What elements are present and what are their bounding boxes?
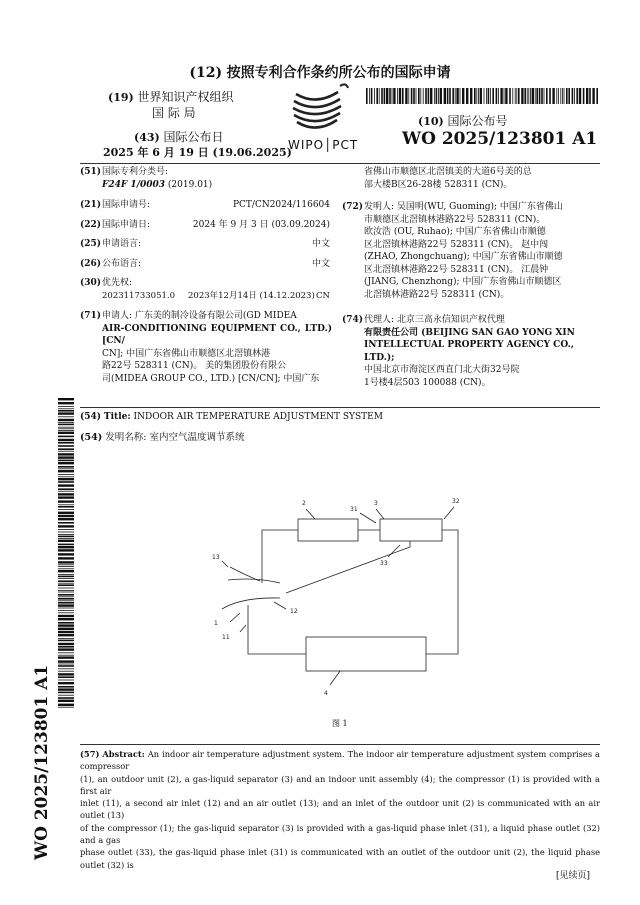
- barcode-bar: [58, 610, 74, 611]
- barcode-bar: [58, 430, 74, 431]
- applicant-line: 司(MIDEA GROUP CO., LTD.) [CN/CN]; 中国广东: [102, 373, 320, 384]
- barcode-bar: [434, 88, 435, 104]
- app-no-label: 国际申请号:: [102, 200, 151, 210]
- barcode-bar: [58, 624, 74, 626]
- title-zh: (54) 发明名称: 室内空气温度调节系统: [80, 432, 245, 443]
- barcode-bar: [549, 88, 551, 104]
- barcode-bar: [58, 453, 74, 455]
- field-code-25: (25): [80, 239, 102, 249]
- app-no-value: PCT/CN2024/116604: [232, 200, 330, 210]
- inventor-line: 市顺德区北滘镇林港路22号 528311 (CN)。: [364, 214, 546, 225]
- barcode-bar: [544, 88, 545, 104]
- applicant-block: [102, 310, 332, 385]
- barcode-bar: [58, 574, 74, 575]
- barcode-bar: [58, 462, 74, 464]
- applicant-line: 申请人: 广东美的制冷设备有限公司(GD MIDEA: [102, 311, 297, 321]
- barcode-bar: [58, 566, 74, 567]
- barcode-bar: [512, 88, 513, 104]
- barcode-bar: [58, 428, 74, 429]
- barcode-bar: [58, 470, 74, 472]
- barcode-bar: [58, 504, 74, 505]
- barcode-bar: [397, 88, 398, 104]
- pub-date: 2025 年 6 月 19 日 (19.06.2025): [103, 146, 292, 159]
- label-4: 4: [324, 690, 328, 697]
- barcode-bar: [58, 615, 74, 617]
- barcode-bar: [444, 88, 446, 104]
- barcode-bar: [546, 88, 548, 104]
- barcode-bar: [58, 525, 74, 527]
- abstract-line: phase outlet (33), the gas-liquid phase inlet (31) is communicated with an outlet of the outdoor unit (2), the liquid phase outlet (32) is: [80, 847, 600, 870]
- barcode-bar: [58, 540, 74, 542]
- field-code-26: (26): [80, 259, 102, 269]
- barcode-bar: [58, 700, 74, 702]
- barcode-bar: [58, 529, 74, 530]
- priority-date: 2023年12月14日 (14.12.2023): [188, 291, 315, 301]
- barcode-bar: [411, 88, 413, 104]
- barcode-bar: [556, 88, 557, 104]
- barcode-bar: [470, 88, 472, 104]
- barcode-bar: [58, 570, 74, 572]
- barcode-bar: [566, 88, 568, 104]
- applicant-line: 路22号 528311 (CN)。 美的集团股份有限公: [102, 361, 287, 371]
- barcode-bar: [402, 88, 404, 104]
- side-pub-number: WO 2025/123801 A1: [32, 664, 52, 860]
- barcode-bar: [58, 707, 74, 708]
- barcode-bar: [58, 419, 74, 421]
- barcode-bar: [58, 594, 74, 596]
- barcode-bar: [58, 600, 74, 601]
- barcode-bar: [496, 88, 498, 104]
- barcode-bar: [436, 88, 438, 104]
- barcode-bar: [564, 88, 565, 104]
- barcode-bar: [58, 474, 74, 475]
- barcode-bar: [58, 460, 74, 462]
- barcode-bar: [418, 88, 420, 104]
- barcode-bar: [58, 557, 74, 559]
- barcode-bar: [58, 515, 74, 517]
- top-barcode: [366, 88, 598, 104]
- barcode-bar: [58, 697, 74, 699]
- barcode-bar: [58, 544, 74, 546]
- barcode-bar: [58, 686, 74, 688]
- barcode-bar: [58, 448, 74, 450]
- barcode-bar: [58, 481, 74, 483]
- barcode-bar: [579, 88, 581, 104]
- barcode-bar: [58, 476, 74, 477]
- ipc-value: F24F 1/0003 (2019.01): [102, 180, 213, 190]
- barcode-bar: [381, 88, 383, 104]
- pub-lang-label: 公布语言:: [102, 259, 142, 269]
- priority-number: 202311733051.0: [102, 291, 176, 301]
- inventor-line: (ZHAO, Zhongchuang); 中国广东省佛山市顺德: [364, 252, 563, 262]
- barcode-bar: [440, 88, 442, 104]
- abstract-block: [80, 748, 600, 871]
- barcode-bar: [58, 538, 74, 539]
- barcode-bar: [58, 436, 74, 438]
- barcode-bar: [58, 466, 74, 468]
- barcode-bar: [509, 88, 511, 104]
- barcode-bar: [58, 608, 74, 609]
- barcode-bar: [58, 590, 74, 591]
- barcode-bar: [58, 410, 74, 412]
- barcode-bar: [455, 88, 456, 104]
- label-2: 2: [302, 500, 306, 507]
- barcode-bar: [460, 88, 461, 104]
- barcode-bar: [58, 408, 74, 409]
- barcode-bar: [576, 88, 578, 104]
- barcode-bar: [58, 549, 74, 551]
- outdoor-unit-box: [298, 519, 358, 541]
- barcode-bar: [447, 88, 449, 104]
- barcode-bar: [58, 648, 74, 650]
- title-divider: [80, 407, 600, 408]
- agent-block: [364, 314, 600, 389]
- barcode-bar: [58, 596, 74, 597]
- document-type: (12) 按照专利合作条约所公布的国际申请: [189, 65, 451, 81]
- barcode-bar: [58, 561, 74, 563]
- barcode-bar: [58, 602, 74, 604]
- ipc-label: 国际专利分类号:: [102, 167, 169, 177]
- barcode-bar: [500, 88, 502, 104]
- barcode-bar: [58, 692, 74, 694]
- figure-1-diagram: [200, 485, 490, 735]
- label-12: 12: [290, 608, 298, 615]
- label-32: 32: [452, 498, 460, 505]
- inventors-block: [364, 201, 600, 301]
- label-13: 13: [212, 554, 220, 561]
- barcode-bar: [58, 688, 74, 690]
- barcode-bar: [58, 568, 74, 569]
- barcode-bar: [484, 88, 485, 104]
- barcode-bar: [58, 432, 74, 434]
- barcode-bar: [486, 88, 487, 104]
- barcode-bar: [408, 88, 409, 104]
- barcode-bar: [430, 88, 432, 104]
- label-3: 3: [374, 500, 378, 507]
- barcode-bar: [386, 88, 388, 104]
- barcode-bar: [58, 553, 74, 555]
- barcode-bar: [58, 522, 74, 524]
- wipo-pct-wordmark: WIPO│PCT: [288, 138, 359, 152]
- office-name: (19) 世界知识产权组织: [108, 90, 234, 104]
- barcode-bar: [480, 88, 482, 104]
- figure-caption: 图 1: [332, 719, 348, 728]
- barcode-bar: [405, 88, 407, 104]
- barcode-bar: [58, 536, 74, 538]
- inventor-line: 区北滘镇林港路22号 528311 (CN)。 赵中闯: [364, 239, 549, 250]
- barcode-bar: [449, 88, 451, 104]
- barcode-bar: [58, 628, 74, 630]
- field-code-51: (51): [80, 167, 102, 177]
- barcode-bar: [462, 88, 464, 104]
- barcode-bar: [58, 546, 74, 548]
- barcode-bar: [596, 88, 598, 104]
- barcode-bar: [423, 88, 424, 104]
- barcode-bar: [478, 88, 479, 104]
- barcode-bar: [58, 592, 74, 593]
- barcode-bar: [58, 695, 74, 696]
- barcode-bar: [58, 643, 74, 645]
- abstract-line: of the compressor (1); the gas-liquid separator (3) is provided with a gas-liquid phase inlet (31), a liquid phase outlet (32) and a gas: [80, 822, 600, 846]
- barcode-bar: [58, 491, 74, 492]
- barcode-bar: [438, 88, 439, 104]
- barcode-bar: [532, 88, 534, 104]
- inventor-line: (JIANG, Chenzhong); 中国广东省佛山市顺德区: [364, 277, 562, 287]
- barcode-bar: [376, 88, 378, 104]
- barcode-bar: [384, 88, 386, 104]
- barcode-bar: [58, 445, 74, 447]
- barcode-bar: [58, 584, 74, 586]
- barcode-bar: [58, 668, 74, 669]
- filing-lang-value: 中文: [311, 239, 330, 249]
- barcode-bar: [58, 660, 74, 662]
- barcode-bar: [58, 631, 74, 633]
- barcode-bar: [521, 88, 523, 104]
- inventor-line: 欧汝浩 (OU, Ruhao); 中国广东省佛山市顺德: [364, 227, 546, 237]
- barcode-bar: [58, 664, 74, 665]
- barcode-bar: [58, 680, 74, 681]
- barcode-bar: [583, 88, 585, 104]
- barcode-bar: [58, 618, 74, 620]
- barcode-bar: [399, 88, 401, 104]
- office-subname: 国 际 局: [152, 106, 196, 120]
- barcode-bar: [58, 500, 74, 502]
- priority-label: 优先权:: [102, 278, 133, 288]
- agent-line: 代理人: 北京三高永信知识产权代理: [364, 315, 505, 325]
- continued-note: [见续页]: [556, 871, 591, 881]
- field-code-71: (71): [80, 311, 102, 321]
- barcode-bar: [488, 88, 490, 104]
- barcode-bar: [474, 88, 476, 104]
- barcode-bar: [592, 88, 594, 104]
- barcode-bar: [58, 518, 74, 520]
- barcode-bar: [58, 402, 74, 404]
- barcode-bar: [58, 488, 74, 490]
- barcode-bar: [527, 88, 528, 104]
- barcode-bar: [552, 88, 554, 104]
- barcode-bar: [58, 576, 74, 578]
- barcode-bar: [58, 622, 74, 624]
- barcode-bar: [58, 496, 74, 498]
- agent-line: INTELLECTUAL PROPERTY AGENCY CO., LTD.);: [364, 340, 574, 363]
- side-barcode: [58, 398, 74, 708]
- barcode-bar: [58, 704, 74, 706]
- barcode-bar: [58, 398, 74, 400]
- field-code-30: (30): [80, 278, 102, 288]
- barcode-bar: [58, 512, 74, 514]
- barcode-bar: [58, 604, 74, 606]
- inventor-line: 区北滘镇林港路22号 528311 (CN)。 江晨钟: [364, 264, 549, 275]
- barcode-bar: [58, 534, 74, 535]
- barcode-bar: [58, 451, 74, 452]
- field-code-21: (21): [80, 200, 102, 210]
- filing-date-label: 国际申请日:: [102, 220, 151, 230]
- barcode-bar: [539, 88, 541, 104]
- barcode-bar: [586, 88, 588, 104]
- barcode-bar: [366, 88, 368, 104]
- barcode-bar: [518, 88, 520, 104]
- barcode-bar: [389, 88, 391, 104]
- barcode-bar: [58, 442, 74, 444]
- pub-no-label: (10) 国际公布号: [418, 114, 508, 128]
- barcode-bar: [58, 439, 74, 441]
- barcode-bar: [528, 88, 529, 104]
- abstract-line: (57) Abstract: An indoor air temperature adjustment system. The indoor air temperature adjustment system comprises a compressor: [80, 749, 600, 772]
- barcode-bar: [393, 88, 395, 104]
- barcode-bar: [416, 88, 417, 104]
- barcode-bar: [58, 484, 74, 486]
- barcode-bar: [58, 564, 74, 565]
- inventor-line: 发明人: 吴国明(WU, Guoming); 中国广东省佛山: [364, 202, 563, 212]
- field-code-72: (72): [342, 202, 364, 212]
- barcode-bar: [58, 588, 74, 589]
- barcode-bar: [58, 506, 74, 508]
- barcode-bar: [58, 671, 74, 672]
- label-11: 11: [222, 634, 230, 641]
- barcode-bar: [466, 88, 468, 104]
- field-code-74: (74): [342, 315, 364, 325]
- barcode-bar: [456, 88, 458, 104]
- abstract-line: (1), an outdoor unit (2), a gas-liquid separator (3) and an indoor unit assembly (4); the compressor (1) is provided with a first air: [80, 773, 600, 796]
- barcode-bar: [572, 88, 574, 104]
- barcode-bar: [58, 509, 74, 510]
- filing-lang-label: 申请语言:: [102, 239, 142, 249]
- barcode-bar: [505, 88, 507, 104]
- barcode-bar: [58, 665, 74, 667]
- barcode-bar: [371, 88, 373, 104]
- applicant-line: AIR-CONDITIONING EQUIPMENT CO., LTD.) [CN/: [102, 323, 332, 346]
- barcode-bar: [498, 88, 499, 104]
- abstract-divider: [80, 744, 600, 745]
- header-divider: [80, 163, 600, 164]
- barcode-bar: [58, 638, 74, 639]
- barcode-bar: [524, 88, 526, 104]
- barcode-bar: [58, 655, 74, 656]
- barcode-bar: [58, 493, 74, 495]
- barcode-bar: [58, 646, 74, 648]
- barcode-bar: [58, 682, 74, 684]
- barcode-bar: [58, 612, 74, 613]
- barcode-bar: [58, 422, 74, 423]
- barcode-bar: [492, 88, 494, 104]
- barcode-bar: [515, 88, 516, 104]
- barcode-bar: [428, 88, 430, 104]
- label-31: 31: [350, 506, 358, 513]
- filing-date-value: 2024 年 9 月 3 日 (03.09.2024): [192, 220, 330, 230]
- barcode-bar: [58, 598, 74, 600]
- barcode-bar: [58, 456, 74, 458]
- priority-country: CN: [316, 291, 330, 301]
- applicant-cont-line: 部大楼B区26-28楼 528311 (CN)。: [364, 179, 513, 190]
- barcode-bar: [58, 583, 74, 584]
- barcode-bar: [589, 88, 591, 104]
- barcode-bar: [535, 88, 536, 104]
- agent-line: 1号楼4层503 100088 (CN)。: [364, 377, 491, 388]
- barcode-bar: [562, 88, 563, 104]
- barcode-bar: [490, 88, 491, 104]
- pub-lang-value: 中文: [311, 259, 330, 269]
- barcode-bar: [58, 416, 74, 417]
- barcode-bar: [413, 88, 415, 104]
- barcode-bar: [530, 88, 531, 104]
- agent-line: 中国北京市海淀区西直门北大街32号院: [364, 365, 520, 375]
- barcode-bar: [58, 424, 74, 426]
- applicant-cont-line: 省佛山市顺德区北滘镇美的大道6号美的总: [364, 167, 532, 177]
- barcode-bar: [541, 88, 543, 104]
- barcode-bar: [58, 578, 74, 579]
- barcode-bar: [558, 88, 559, 104]
- pub-number: WO 2025/123801 A1: [402, 129, 598, 149]
- barcode-bar: [560, 88, 561, 104]
- inventor-line: 北滘镇林港路22号 528311 (CN)。: [364, 289, 510, 300]
- indoor-unit-box: [306, 637, 426, 671]
- barcode-bar: [392, 88, 393, 104]
- barcode-bar: [420, 88, 421, 104]
- barcode-bar: [574, 88, 575, 104]
- barcode-bar: [58, 640, 74, 642]
- barcode-bar: [58, 673, 74, 675]
- barcode-bar: [58, 532, 74, 533]
- barcode-bar: [58, 468, 74, 469]
- barcode-bar: [369, 88, 370, 104]
- barcode-bar: [58, 656, 74, 658]
- barcode-bar: [379, 88, 380, 104]
- barcode-bar: [58, 652, 74, 653]
- barcode-bar: [425, 88, 427, 104]
- barcode-bar: [476, 88, 477, 104]
- barcode-bar: [58, 676, 74, 678]
- barcode-bar: [568, 88, 570, 104]
- applicant-line: CN]; 中国广东省佛山市顺德区北滘镇林港: [102, 348, 271, 359]
- agent-line: 有限责任公司 (BEIJING SAN GAO YONG XIN: [364, 327, 575, 338]
- barcode-bar: [58, 406, 74, 407]
- label-1: 1: [214, 620, 218, 627]
- applicant-address-cont: [364, 166, 600, 191]
- pub-date-label: (43) 国际公布日: [134, 130, 224, 144]
- barcode-bar: [58, 478, 74, 480]
- barcode-bar: [58, 427, 74, 428]
- barcode-bar: [452, 88, 454, 104]
- separator-box: [380, 519, 442, 541]
- label-33: 33: [380, 560, 388, 567]
- barcode-bar: [536, 88, 538, 104]
- barcode-bar: [516, 88, 517, 104]
- barcode-bar: [504, 88, 505, 104]
- field-code-22: (22): [80, 220, 102, 230]
- barcode-bar: [58, 634, 74, 636]
- abstract-line: inlet (11), a second air inlet (12) and an air outlet (13); and an inlet of the outdoor unit (2) is communicated with an air outlet (13): [80, 798, 600, 821]
- barcode-bar: [58, 580, 74, 582]
- barcode-bar: [374, 88, 375, 104]
- title-en: (54) Title: INDOOR AIR TEMPERATURE ADJUSTMENT SYSTEM: [80, 412, 383, 422]
- barcode-bar: [58, 412, 74, 414]
